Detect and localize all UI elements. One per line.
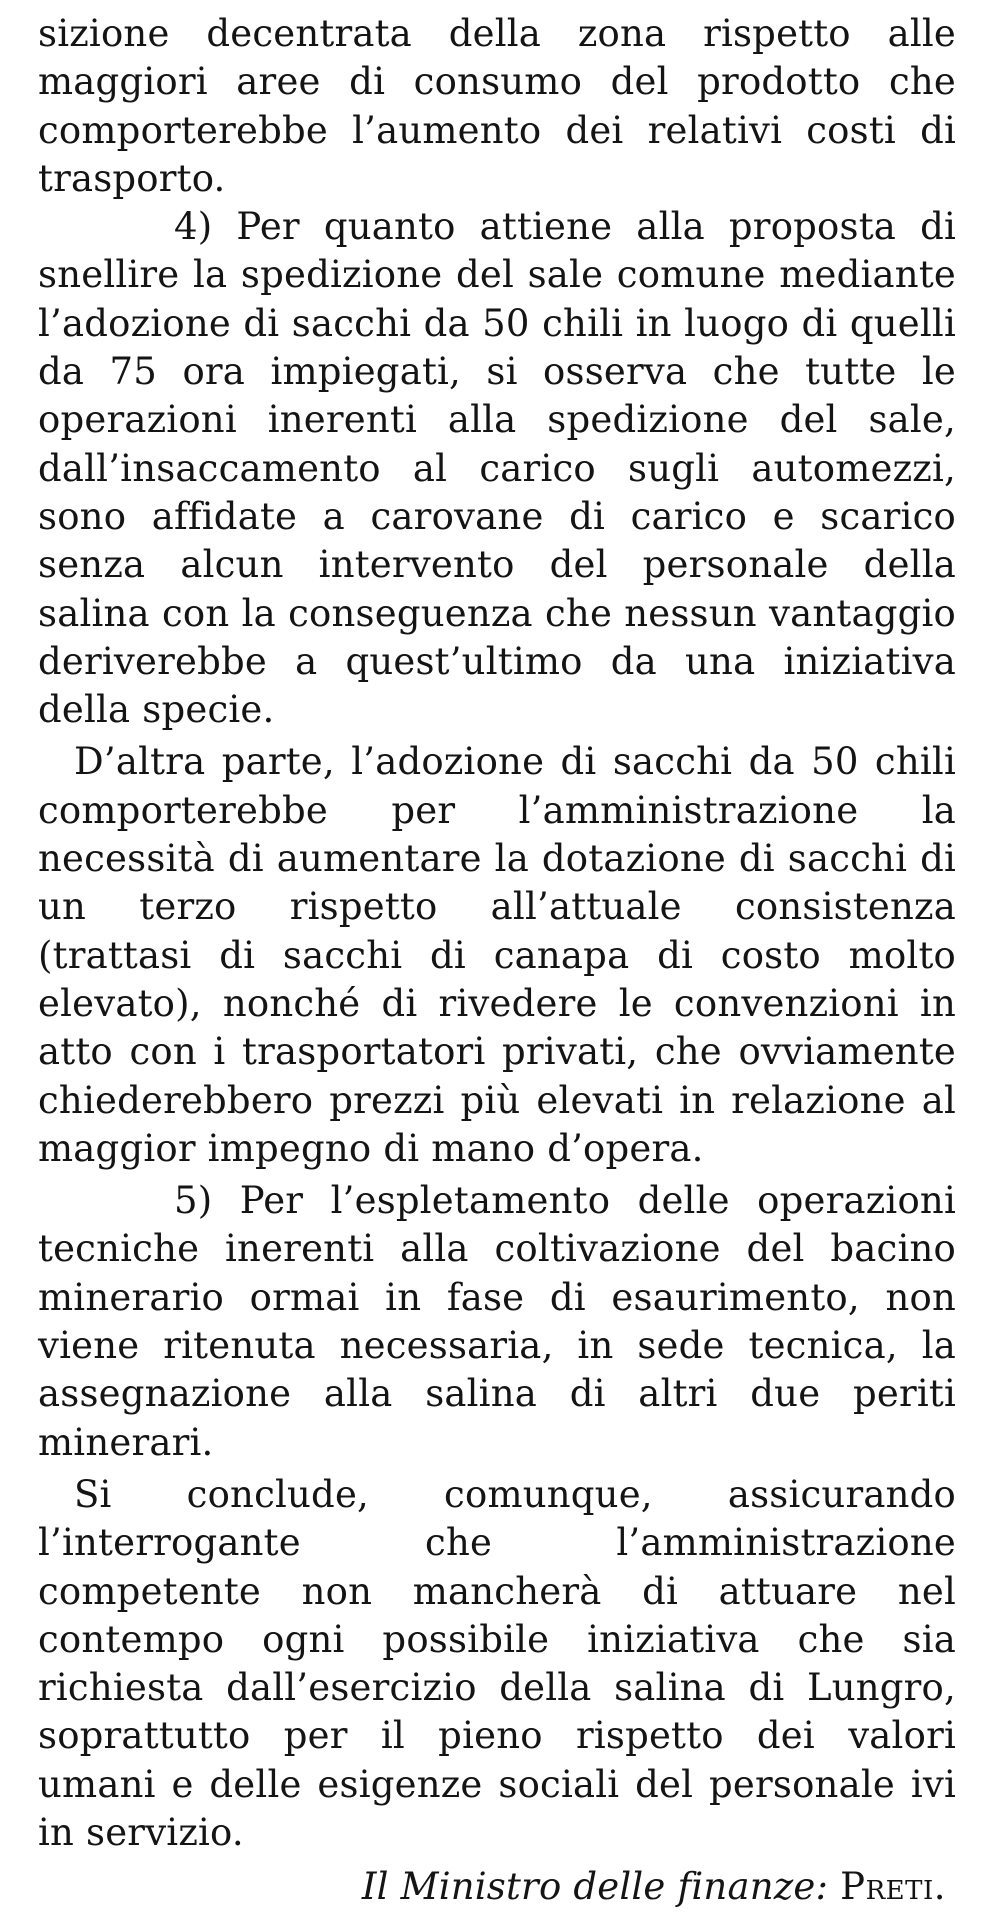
paragraph-continuation: sizione decentrata della zona rispetto alle maggiori aree di consumo del prodotto che comporterebbe l’aumento dei relativi costi di trasporto. — [38, 12, 956, 200]
paragraph-conclusion: Si conclude, comunque, assicurando l’interrogante che l’amministrazione competente non mancherà di attuare nel contempo ogni possibile iniziativa che sia richiesta dall’esercizio della salina di Lungro, soprattutto per il pieno rispetto dei valori umani e delle esigenze sociali del personale ivi in servizio. — [38, 1472, 956, 1854]
paragraph-altra-parte: D’altra parte, l’adozione di sacchi da 50 chili comporterebbe per l’amministrazione la necessità di aumentare la dotazione di sacchi di un terzo rispetto all’attuale consistenza (trattasi di sacchi di canapa di costo molto elevato), nonché di rivedere le convenzioni in atto con i trasportatori privati, che ovviamente chiederebbero prezzi più elevati in relazione al maggior impegno di mano d’opera. — [38, 740, 956, 1170]
signature-line — [38, 1863, 956, 1911]
paragraph-point-5: 5) Per l’espletamento delle operazioni tecniche inerenti alla coltivazione del bacino minerario ormai in fase di esaurimento, non viene ritenuta necessaria, in sede tecnica, la assegnazione alla salina di altri due periti minerari. — [38, 1179, 956, 1464]
signature-name: Preti. — [840, 1865, 946, 1909]
signature-role: Il Ministro delle finanze: — [361, 1865, 829, 1909]
document-page — [38, 10, 956, 1912]
paragraph-point-4: 4) Per quanto attiene alla proposta di snellire la spedizione del sale comune mediante l’adozione di sacchi da 50 chili in luogo di quelli da 75 ora impiegati, si osserva che tutte le operazioni inerenti alla spedizione del sale, dall’insaccamento al carico sugli automezzi, sono affidate a carovane di carico e scarico senza alcun intervento del personale della salina con la conseguenza che nessun vantaggio deriverebbe a quest’ultimo da una iniziativa della specie. — [38, 205, 956, 732]
